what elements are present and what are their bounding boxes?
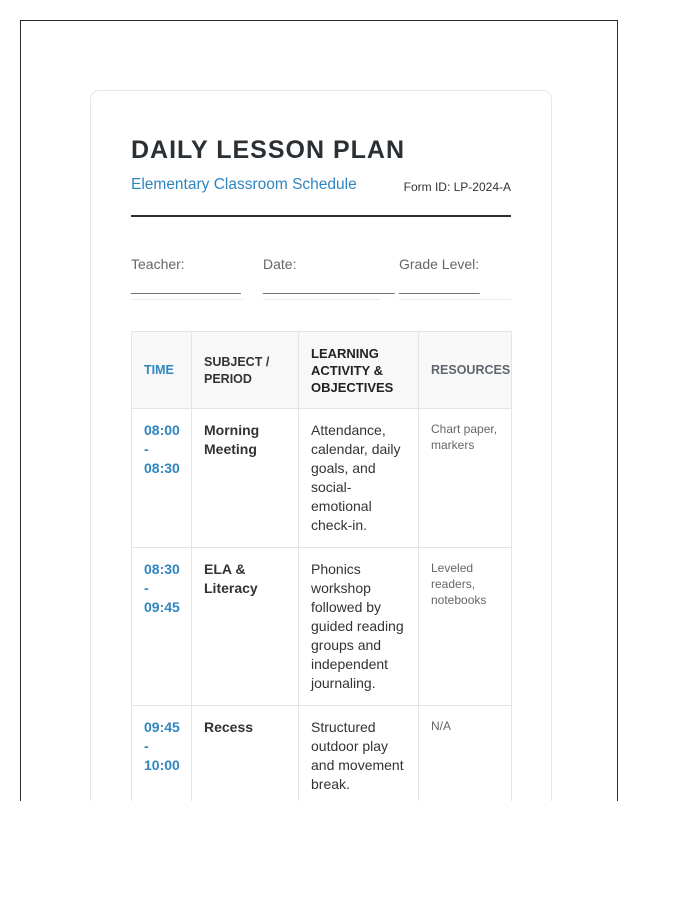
time-cell xyxy=(132,548,192,706)
grade-level-value[interactable]: ___________ xyxy=(399,278,480,294)
activity-cell: Structured outdoor play and movement break. xyxy=(299,706,419,802)
form-id: Form ID: LP-2024-A xyxy=(403,180,511,194)
table-row xyxy=(132,706,512,802)
end-time: 09:45 xyxy=(144,599,180,615)
table-header-row xyxy=(132,332,512,409)
subject-cell: Morning Meeting xyxy=(192,409,299,548)
column-header-activity: LEARNING ACTIVITY & OBJECTIVES xyxy=(299,332,419,409)
start-time: 08:00 xyxy=(144,422,180,438)
column-header-subject xyxy=(192,332,299,409)
end-time: 10:00 xyxy=(144,757,180,773)
activity-cell: Attendance, calendar, daily goals, and social-emotional check-in. xyxy=(299,409,419,548)
grade-level-label: Grade Level: xyxy=(399,256,480,272)
column-header-time: TIME xyxy=(132,332,192,409)
column-header-resources: RESOURCES xyxy=(419,332,512,409)
subject-cell: Recess xyxy=(192,706,299,802)
page-title: DAILY LESSON PLAN xyxy=(131,136,405,164)
date-value[interactable]: __________________ xyxy=(263,278,395,294)
teacher-field[interactable] xyxy=(131,256,243,300)
resources-cell: Leveled readers, notebooks xyxy=(419,548,512,706)
schedule-table xyxy=(131,331,512,801)
end-time: 08:30 xyxy=(144,460,180,476)
column-header-subject-label: SUBJECT / PERIOD xyxy=(204,354,270,386)
resources-cell: Chart paper, markers xyxy=(419,409,512,548)
page-subtitle: Elementary Classroom Schedule xyxy=(131,176,357,193)
start-time: 09:45 xyxy=(144,719,180,735)
lesson-plan-card xyxy=(90,90,552,801)
teacher-value[interactable]: _______________ xyxy=(131,278,241,294)
subject-cell: ELA & Literacy xyxy=(192,548,299,706)
time-cell xyxy=(132,409,192,548)
grade-level-field[interactable] xyxy=(399,256,511,300)
time-separator: - xyxy=(144,738,149,754)
time-cell xyxy=(132,706,192,802)
teacher-label: Teacher: xyxy=(131,256,185,272)
table-row xyxy=(132,409,512,548)
start-time: 08:30 xyxy=(144,561,180,577)
time-separator: - xyxy=(144,441,149,457)
page-frame xyxy=(20,20,618,801)
header-divider xyxy=(131,215,511,217)
time-separator: - xyxy=(144,580,149,596)
resources-cell: N/A xyxy=(419,706,512,802)
date-field[interactable] xyxy=(263,256,395,300)
activity-cell: Phonics workshop followed by guided reading groups and independent journaling. xyxy=(299,548,419,706)
date-label: Date: xyxy=(263,256,297,272)
table-row xyxy=(132,548,512,706)
